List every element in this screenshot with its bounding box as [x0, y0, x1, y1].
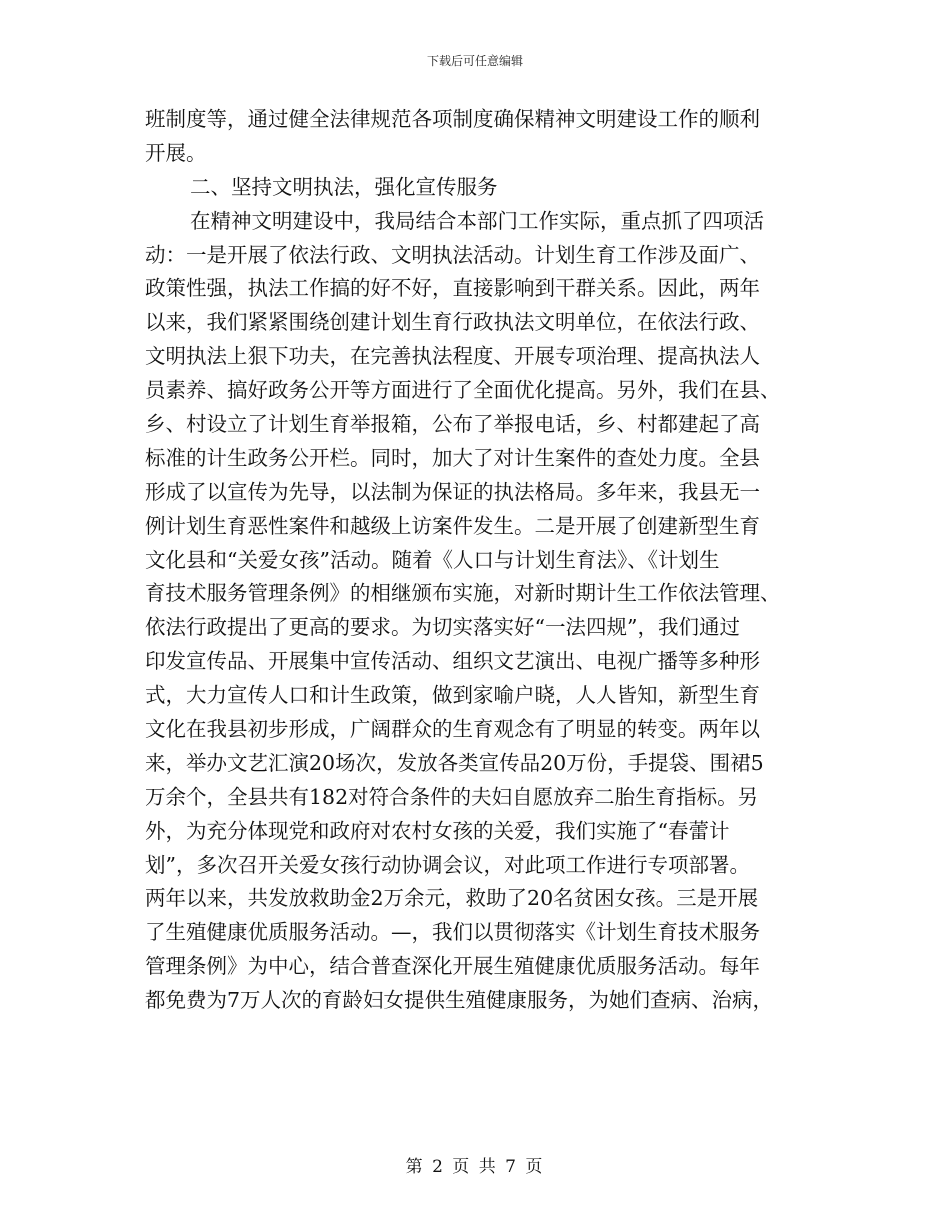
body-line: 了生殖健康优质服务活动。—，我们以贯彻落实《计划生育技术服务	[145, 920, 760, 945]
body-line: 文明执法上狠下功夫，在完善执法程度、开展专项治理、提高执法人	[145, 344, 760, 369]
body-line: 例计划生育恶性案件和越级上访案件发生。二是开展了创建新型生育	[145, 513, 760, 538]
body-line: 形成了以宣传为先导，以法制为保证的执法格局。多年来，我县无一	[145, 479, 760, 504]
body-line: 文化县和“关爱女孩”活动。随着《人口与计划生育法》、《计划生	[145, 547, 720, 572]
document-body	[145, 103, 805, 1018]
body-line: 划”，多次召开关爱女孩行动协调会议，对此项工作进行专项部署。	[145, 852, 750, 877]
body-line: 依法行政提出了更高的要求。为切实落实好“一法四规”，我们通过	[145, 615, 740, 640]
body-line: 外，为充分体现党和政府对农村女孩的关爱，我们实施了“春蕾计	[145, 818, 730, 843]
body-line: 在精神文明建设中，我局结合本部门工作实际，重点抓了四项活	[190, 208, 764, 233]
body-line: 动：一是开展了依法行政、文明执法活动。计划生育工作涉及面广、	[145, 242, 760, 267]
section-heading: 二、坚持文明执法，强化宣传服务	[190, 174, 498, 199]
body-line: 员素养、搞好政务公开等方面进行了全面优化提高。另外，我们在县、	[145, 378, 781, 403]
body-line: 印发宣传品、开展集中宣传活动、组织文艺演出、电视广播等多种形	[145, 649, 760, 674]
body-line: 都免费为7万人次的育龄妇女提供生殖健康服务，为她们查病、治病，	[145, 988, 774, 1013]
body-line: 以来，我们紧紧围绕创建计划生育行政执法文明单位，在依法行政、	[145, 310, 760, 335]
body-line: 育技术服务管理条例》的相继颁布实施，对新时期计生工作依法管理、	[145, 581, 781, 606]
body-line: 两年以来，共发放救助金2万余元，救助了20名贫困女孩。三是开展	[145, 886, 759, 911]
body-line: 乡、村设立了计划生育举报箱，公布了举报电话，乡、村都建起了高	[145, 412, 760, 437]
body-line: 政策性强，执法工作搞的好不好，直接影响到干群关系。因此，两年	[145, 276, 760, 301]
body-line: 管理条例》为中心，结合普查深化开展生殖健康优质服务活动。每年	[145, 954, 760, 979]
body-line: 开展。	[145, 140, 207, 165]
body-line: 标准的计生政务公开栏。同时，加大了对计生案件的查处力度。全县	[145, 445, 760, 470]
body-line: 文化在我县初步形成，广阔群众的生育观念有了明显的转变。两年以	[145, 717, 760, 742]
body-line: 式，大力宣传人口和计生政策，做到家喻户晓，人人皆知，新型生育	[145, 683, 760, 708]
page-number: 第 2 页 共 7 页	[405, 1157, 545, 1177]
page-header-note: 下载后可任意编辑	[426, 54, 523, 68]
body-line: 班制度等，通过健全法律规范各项制度确保精神文明建设工作的顺利	[145, 107, 760, 131]
body-line: 来，举办文艺汇演20场次，发放各类宣传品20万份，手提袋、围裙5	[145, 750, 764, 775]
body-line: 万余个，全县共有182对符合条件的夫妇自愿放弃二胎生育指标。另	[145, 784, 759, 809]
